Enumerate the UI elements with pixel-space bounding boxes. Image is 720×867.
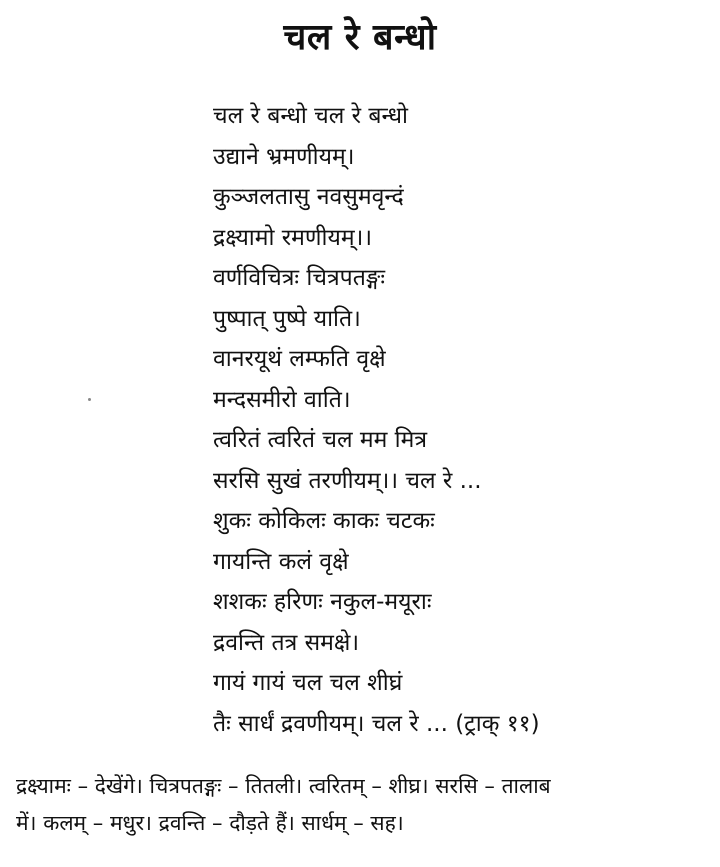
verse-line: उद्याने भ्रमणीयम्। [213,143,355,170]
verse-line: शशकः हरिणः नकुल-मयूराः [213,589,432,615]
verse-line: पुष्पात् पुष्पे याति। [213,305,361,332]
verse-line: वर्णविचित्रः चित्रपतङ्गः [213,265,386,291]
verse-line: सरसि सुखं तरणीयम्।। चल रे ... [213,467,482,494]
verse-line: मन्दसमीरो वाति। [213,386,351,413]
verse-line: चल रे बन्धो चल रे बन्धो [213,103,408,129]
verse-line: गायं गायं चल चल शीघ्रं [213,670,403,696]
glossary-line: में। कलम् – मधुर। द्रवन्ति – दौड़ते हैं। सार्धम् – सह। [16,811,404,835]
verse-line: वानरयूथं लम्फति वृक्षे [213,346,386,372]
verse-line: गायन्ति कलं वृक्षे [213,548,349,575]
poem-title: चल रे बन्धो [283,17,437,58]
verse-line: त्वरितं त्वरितं चल मम मित्र [213,427,428,453]
verse-line: तैः सार्धं द्रवणीयम्। चल रे ... (ट्राक् ११) [213,710,540,737]
verse-line: द्रवन्ति तत्र समक्षे। [213,629,360,656]
glossary-line: द्रक्ष्यामः – देखेंगे। चित्रपतङ्गः – तितली। त्वरितम् – शीघ्र। सरसि – तालाब [16,774,551,798]
verse-line: शुकः कोकिलः काकः चटकः [213,508,435,534]
glossary [16,768,716,842]
verse-line: कुञ्जलतासु नवसुमवृन्दं [213,184,404,210]
poem-verse [213,96,713,744]
scan-speck [88,398,91,401]
verse-line: द्रक्ष्यामो रमणीयम्।। [213,224,373,251]
